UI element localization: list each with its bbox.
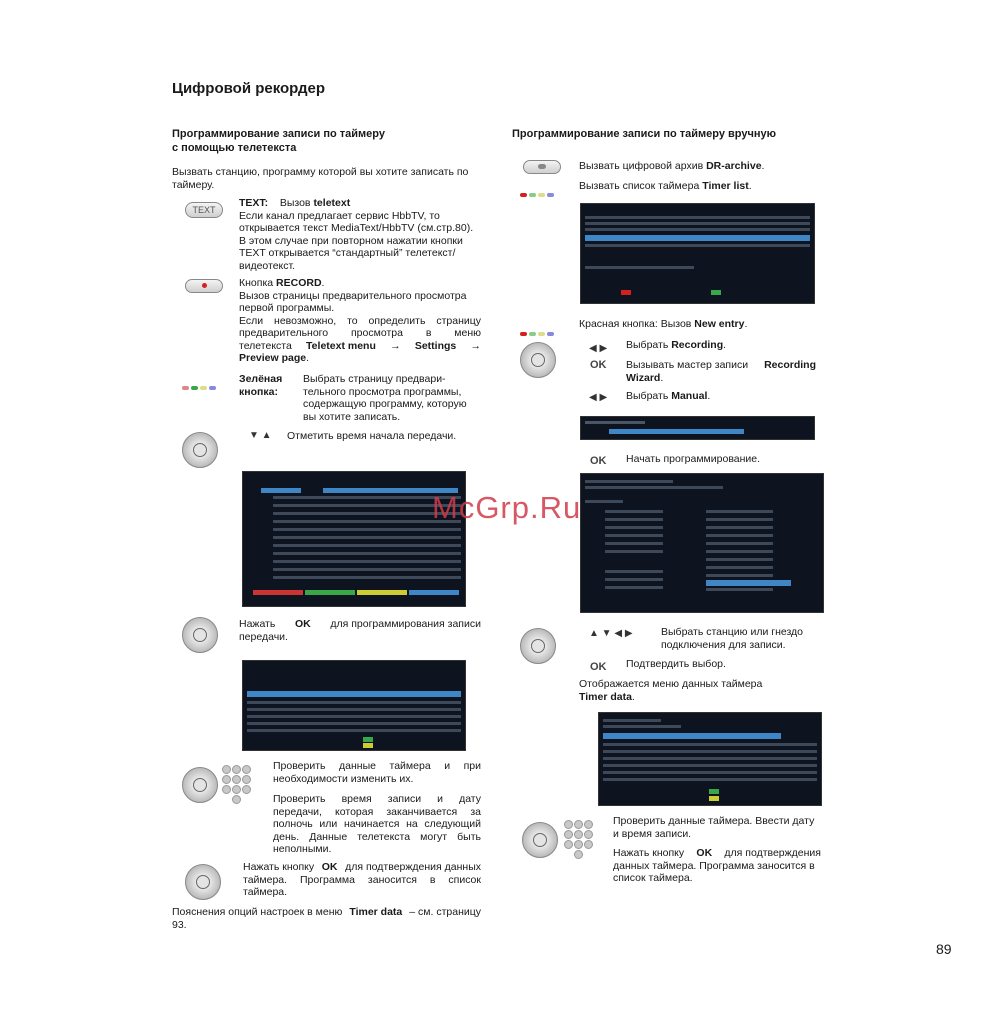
dr-archive-button-icon — [523, 160, 561, 174]
check2-t4: день. Данные телетекста могут быть — [273, 830, 481, 843]
green-t1: Выбрать страницу предвари- — [303, 373, 446, 385]
check2-t3: полночь или начинается на следующий — [273, 818, 481, 830]
r-check-t1: Проверить данные таймера. Ввести дату — [613, 815, 815, 827]
red-text: Красная кнопка: Вызов New entry. — [579, 318, 748, 330]
ok-icon-1: OK — [590, 359, 607, 371]
left-intro — [172, 166, 481, 191]
ok-pad-icon-2 — [185, 864, 221, 900]
nav-pad-icon-2 — [182, 767, 218, 803]
text-button-icon: TEXT — [185, 202, 223, 218]
right-heading: Программирование записи по таймеру вручную — [512, 128, 777, 140]
green-t4: вы хотите записать. — [303, 410, 401, 423]
recording-wizard-screen-image — [580, 416, 815, 440]
foot-t2: 93. — [172, 918, 187, 931]
intro-line1: Вызвать станцию, программу которой вы хотите записать по — [172, 166, 469, 178]
record-l4: Если невозможно, то определить страницу — [239, 314, 481, 327]
record-button-icon — [185, 279, 223, 293]
ok-icon-3: OK — [590, 661, 607, 673]
station-t1: Выбрать станцию или гнездо — [661, 626, 804, 638]
page-title: Цифровой рекордер — [172, 80, 325, 97]
page-number: 89 — [936, 941, 952, 957]
check2-t5: неполными. — [273, 843, 332, 855]
confirm-sel-text: Подтвердить выбор. — [626, 658, 726, 670]
ok1-c: для программирования записи — [330, 618, 481, 630]
ok-icon-2: OK — [590, 455, 607, 467]
intro-line2: таймеру. — [172, 178, 215, 191]
left-heading-line1: Программирование записи по таймеру — [172, 128, 385, 140]
check-t2: необходимости изменить их. — [273, 772, 414, 785]
confirm-t1b: OK — [321, 861, 338, 873]
dr-t2: DR-archive — [706, 160, 762, 172]
right-ok-text — [613, 847, 821, 885]
record-l7: Preview page — [239, 352, 307, 364]
td-t2: Timer data — [579, 690, 632, 703]
record-l6d: Settings — [414, 339, 457, 352]
td-t1: Отображается меню данных таймера — [579, 678, 763, 690]
wiz-b: Recording — [764, 359, 816, 371]
sel1-a: Выбрать — [626, 339, 669, 351]
ok1-a: Нажать — [239, 618, 276, 630]
check-text — [273, 760, 481, 785]
up-down-arrows-icon: ▼ ▲ — [249, 430, 272, 441]
footnote — [172, 906, 481, 931]
text-p4: TEXT открывается “стандартный” телетекст/ — [239, 247, 456, 259]
r-ok-t2: данных таймера. Программа заносится в — [613, 859, 815, 872]
right-check-text — [613, 815, 821, 840]
record-l1b: RECORD — [276, 277, 322, 289]
left-right-arrows-icon: ◀ ▶ — [589, 343, 608, 354]
confirm-t3: таймера. — [243, 886, 288, 898]
start-text: Начать программирование. — [626, 453, 761, 465]
timer-list-text: Вызвать список таймера Timer list. — [579, 180, 752, 192]
record-l2: Вызов страницы предварительного просмотра — [239, 289, 467, 302]
green-label1: Зелёная — [239, 373, 283, 385]
text-block — [239, 197, 481, 272]
sel1-text: Выбрать Recording. — [626, 339, 727, 351]
color-buttons-icon-3 — [520, 323, 556, 341]
text-teletext: teletext — [313, 197, 351, 209]
green-text — [303, 373, 481, 423]
r-ok-t1b: OK — [696, 847, 713, 859]
left-right-arrows-icon-2: ◀ ▶ — [589, 392, 608, 403]
record-block: Кнопка RECORD. Вызов страницы предварительного просмотра первой программы. Если невозможно, то определить страницу предварительного просмотра в меню телетекста Teletext menu → Settings → Preview page. — [239, 277, 481, 364]
sel2-text: Выбрать Manual. — [626, 390, 711, 402]
green-t3: содержащую программу, которую — [303, 398, 467, 410]
record-l6e: → — [470, 339, 481, 352]
nav-pad-icon-r2 — [520, 628, 556, 664]
station-select-screen-image — [580, 473, 824, 613]
color-buttons-icon-2 — [520, 184, 556, 202]
navigation-pad-icon — [182, 432, 218, 468]
wizard-text: Вызывать мастер записи Recording Wizard. — [626, 359, 816, 384]
green-label — [239, 373, 299, 398]
red-t1: Красная кнопка: Вызов — [579, 318, 692, 330]
text-p2: открывается текст MediaText/HbbTV (см.стр.80). — [239, 222, 474, 234]
confirm-text — [243, 861, 481, 899]
record-l6a: телетекста — [239, 339, 292, 352]
dr-text: Вызвать цифровой архив DR-archive. — [579, 160, 765, 172]
td-text: Отображается меню данных таймера Timer data. — [579, 678, 763, 703]
green-label2: кнопка: — [239, 385, 278, 398]
station-t2: подключения для записи. — [661, 638, 786, 651]
watermark: McGrp.Ru — [432, 490, 582, 525]
timer-data-screen-right-image — [598, 712, 822, 806]
record-l1a: Кнопка — [239, 277, 274, 289]
record-l6b: Teletext menu — [306, 339, 376, 352]
wiz-c: Wizard — [626, 371, 661, 384]
timer-t2: Timer list — [702, 180, 749, 192]
text-p3: В этом случае при повторном нажатии кнопки — [239, 234, 463, 247]
sel2-b: Manual — [671, 390, 708, 402]
r-ok-t1a: Нажать кнопку — [613, 847, 685, 859]
left-heading-line2: с помощью телетекста — [172, 142, 297, 154]
record-l6c: → — [390, 339, 401, 352]
ok1-d: передачи. — [239, 630, 288, 643]
text-label: TEXT: — [239, 197, 269, 209]
sel1-b: Recording — [671, 339, 724, 351]
confirm-t1a: Нажать кнопку — [243, 861, 315, 873]
confirm-t1c: для подтверждения данных — [345, 861, 481, 873]
text-p5: видеотекст. — [239, 259, 296, 272]
text-call: Вызов — [279, 197, 311, 209]
color-buttons-icon — [182, 377, 218, 395]
wiz-a: Вызывать мастер записи — [626, 359, 749, 371]
green-t2: тельного просмотра программы, — [303, 385, 462, 398]
text-p1: Если канал предлагает сервис HbbTV, то — [239, 209, 440, 222]
foot-t1c: – см. страницу — [409, 906, 481, 918]
left-heading — [172, 127, 385, 155]
four-arrows-icon: ▲ ▼ ◀ ▶ — [589, 628, 633, 639]
red-t2: New entry — [694, 318, 745, 330]
r-ok-t3: список таймера. — [613, 872, 693, 884]
ok1-text — [239, 618, 481, 643]
foot-t1a: Пояснения опций настроек в меню — [172, 906, 343, 918]
check2-t1: Проверить время записи и дату — [273, 793, 481, 805]
sel2-a: Выбрать — [626, 390, 669, 402]
confirm-t2: таймера. Программа заносится в список — [243, 873, 481, 886]
station-text — [661, 626, 821, 651]
r-check-t2: и время записи. — [613, 827, 692, 840]
record-l3: первой программы. — [239, 302, 335, 314]
nav-pad-icon-r1 — [520, 342, 556, 378]
timer-t1: Вызвать список таймера — [579, 180, 700, 192]
timer-list-screen-image — [580, 203, 815, 304]
r-ok-t1c: для подтверждения — [724, 847, 821, 859]
foot-t1b: Timer data — [349, 906, 403, 918]
ok1-b: OK — [294, 618, 311, 630]
check2-t2: передачи, которая заканчивается за — [273, 805, 481, 818]
nav-pad-icon-r3 — [522, 822, 558, 858]
dr-t1: Вызвать цифровой архив — [579, 160, 704, 172]
ok-pad-icon — [182, 617, 218, 653]
check2-text — [273, 793, 481, 856]
check-t1: Проверить данные таймера и при — [273, 760, 481, 772]
timer-data-screen-left-image — [242, 660, 466, 751]
mark-text: Отметить время начала передачи. — [287, 430, 457, 442]
